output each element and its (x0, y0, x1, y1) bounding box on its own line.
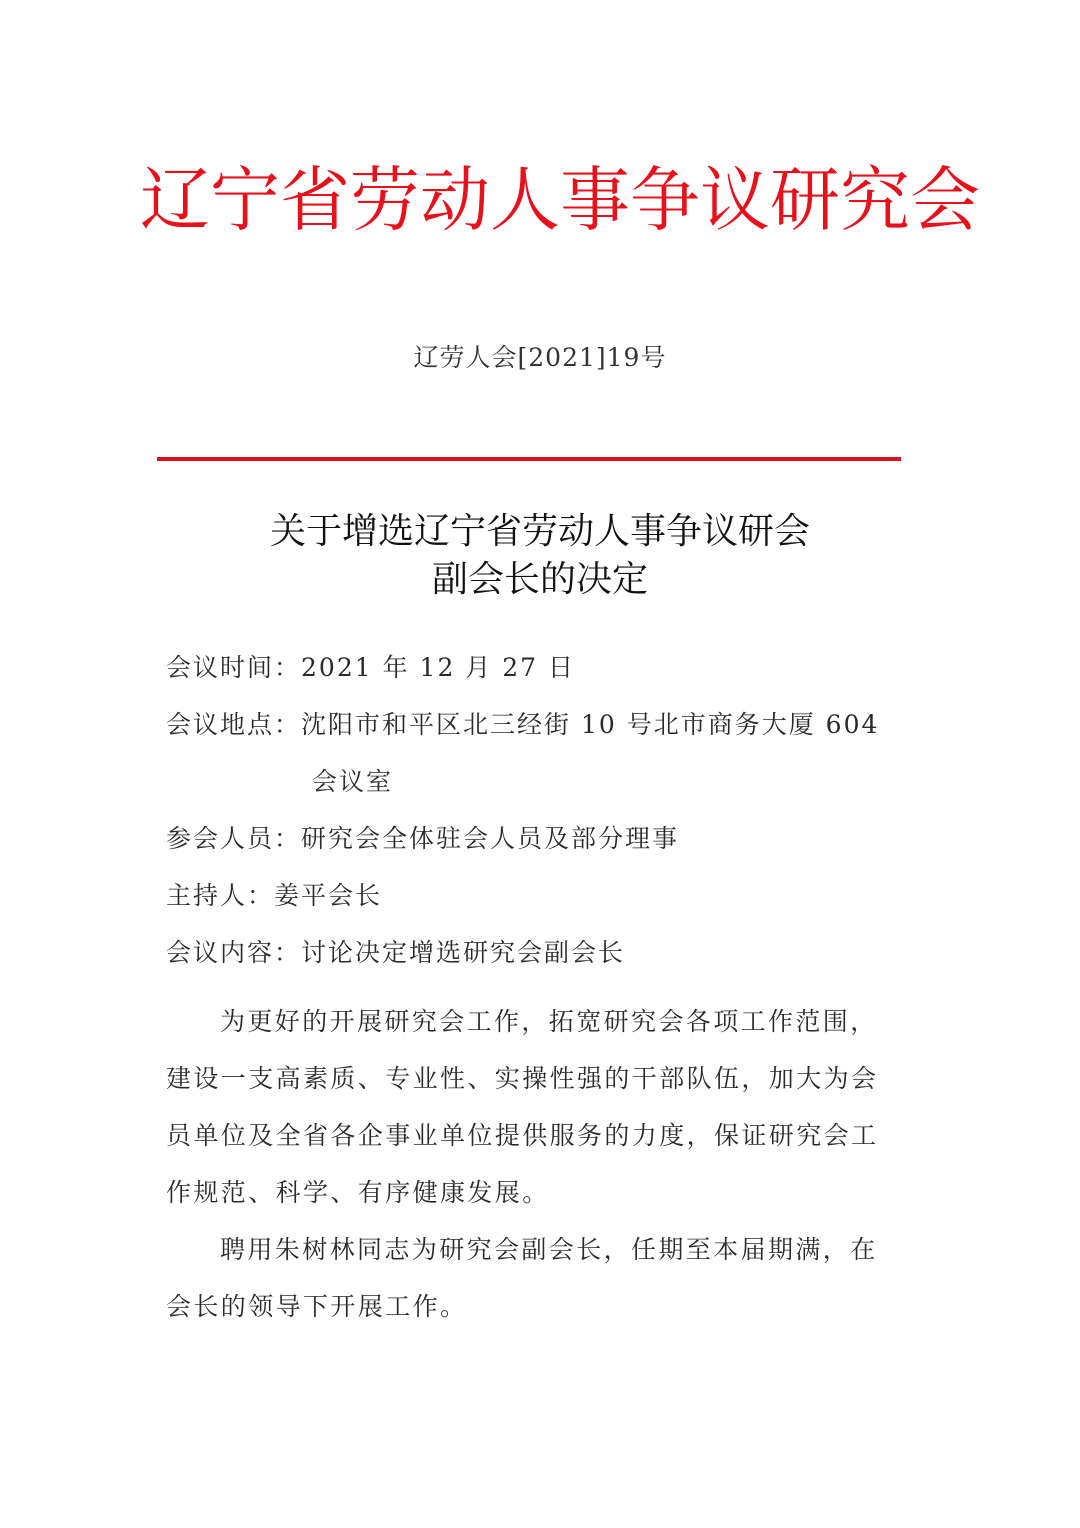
meeting-place-row (166, 702, 926, 759)
meeting-content-label: 会议内容： (166, 938, 302, 967)
meeting-time-label: 会议时间： (166, 653, 302, 682)
meeting-time-value: 2021 年 12 月 27 日 (301, 653, 575, 682)
meeting-attendees-label: 参会人员： (166, 824, 302, 853)
meeting-content-row (166, 930, 926, 987)
meeting-place-value: 沈阳市和平区北三经街 10 号北市商务大厦 604 (301, 710, 880, 739)
paragraph-purpose (166, 993, 926, 1221)
meeting-place-row-continued (166, 759, 926, 816)
decision-title (0, 508, 1080, 604)
meeting-host-row (166, 873, 926, 930)
paragraph-appointment (166, 1221, 926, 1335)
decision-title-line-1: 关于增选辽宁省劳动人事争议研会 (269, 511, 810, 552)
meeting-place-label: 会议地点： (166, 710, 302, 739)
red-divider-line (157, 457, 901, 461)
meeting-info (166, 645, 926, 987)
document-number: 辽劳人会[2021]19号 (413, 343, 667, 372)
meeting-host-value: 姜平会长 (274, 881, 383, 910)
decision-body (166, 993, 926, 1335)
meeting-content-value: 讨论决定增选研究会副会长 (301, 938, 626, 967)
organization-letterhead: 辽宁省劳动人事争议研究会 (140, 159, 980, 241)
decision-title-line-2: 副会长的决定 (431, 559, 648, 600)
paragraph-line: 作规范、科学、有序健康发展。 (166, 1178, 550, 1207)
paragraph-line: 建设一支高素质、专业性、实操性强的干部队伍，加大为会 (166, 1064, 879, 1093)
meeting-place-value-continued: 会议室 (312, 767, 394, 796)
paragraph-line: 员单位及全省各企事业单位提供服务的力度，保证研究会工 (166, 1121, 879, 1150)
meeting-host-label: 主持人： (166, 881, 275, 910)
meeting-attendees-value: 研究会全体驻会人员及部分理事 (301, 824, 680, 853)
meeting-attendees-row (166, 816, 926, 873)
meeting-time-row (166, 645, 926, 702)
paragraph-line: 会长的领导下开展工作。 (166, 1292, 468, 1321)
paragraph-line: 聘用朱树林同志为研究会副会长，任期至本届期满，在 (220, 1235, 878, 1264)
paragraph-line: 为更好的开展研究会工作，拓宽研究会各项工作范围， (220, 1007, 878, 1036)
